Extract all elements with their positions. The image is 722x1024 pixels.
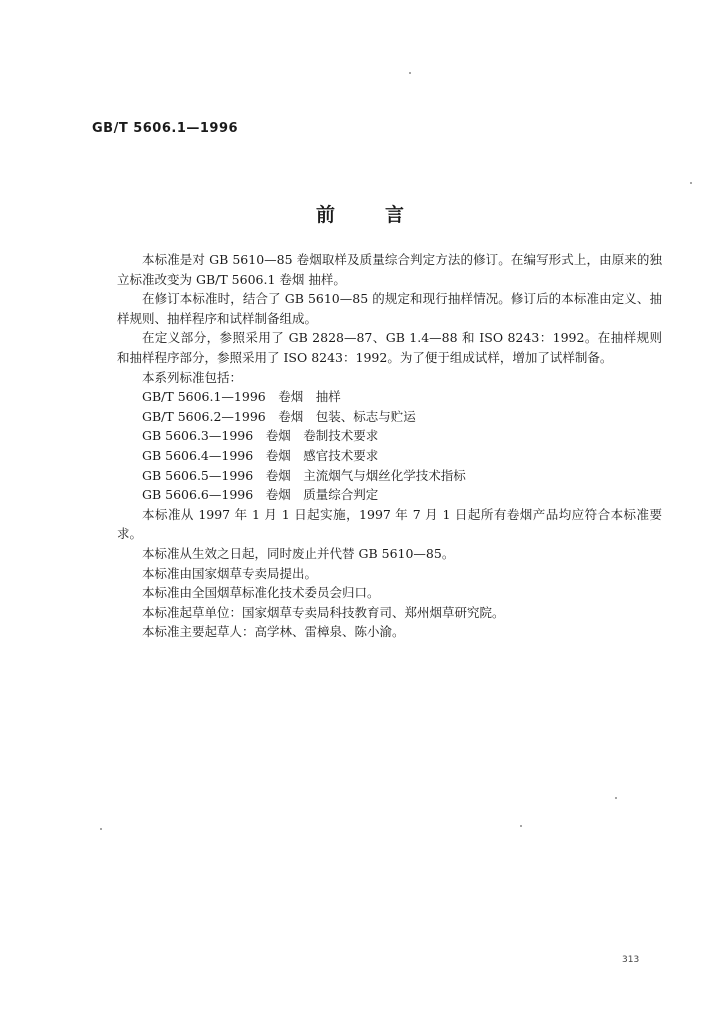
series-list-item: GB 5606.4—1996 卷烟 感官技术要求 (142, 447, 379, 463)
title-char-1: 前 (315, 204, 337, 226)
paragraph: 本标准主要起草人：高学林、雷樟泉、陈小渝。 (142, 624, 405, 640)
scan-speck (100, 828, 102, 830)
paragraph: 本标准由国家烟草专卖局提出。 (142, 565, 318, 581)
paragraph: 本标准是对 GB 5610—85 卷烟取样及质量综合判定方法的修订。在编写形式上，由原来的独立标准改变为 GB/T 5606.1 卷烟 抽样。 (117, 252, 662, 287)
preface-body (117, 250, 662, 642)
series-list-item: GB 5606.3—1996 卷烟 卷制技术要求 (142, 428, 379, 444)
scan-speck (520, 825, 522, 827)
series-list-item: GB 5606.5—1996 卷烟 主流烟气与烟丝化学技术指标 (142, 467, 466, 483)
paragraph: 在定义部分，参照采用了 GB 2828—87、GB 1.4—88 和 ISO 8243：1992。在抽样规则和抽样程序部分，参照采用了 ISO 8243：1992。为了便于组成试样，增加了试样制备。 (117, 330, 662, 365)
title-char-2: 言 (385, 204, 407, 226)
paragraph: 在修订本标准时，结合了 GB 5610—85 的规定和现行抽样情况。修订后的本标准由定义、抽样规则、抽样程序和试样制备组成。 (117, 291, 662, 326)
series-list-item: GB/T 5606.2—1996 卷烟 包装、标志与贮运 (142, 408, 416, 424)
scan-speck (615, 797, 617, 799)
page-number: 313 (622, 955, 640, 965)
scan-speck (690, 182, 692, 184)
page-title (0, 200, 722, 227)
standard-code-header: GB/T 5606.1—1996 (92, 121, 239, 136)
paragraph: 本标准从生效之日起，同时废止并代替 GB 5610—85。 (142, 545, 455, 561)
series-list-item: GB 5606.6—1996 卷烟 质量综合判定 (142, 487, 379, 503)
paragraph: 本标准起草单位：国家烟草专卖局科技教育司、郑州烟草研究院。 (142, 604, 505, 620)
paragraph: 本系列标准包括： (142, 369, 243, 385)
paragraph: 本标准由全国烟草标准化技术委员会归口。 (142, 585, 380, 601)
scan-speck (409, 72, 411, 74)
paragraph: 本标准从 1997 年 1 月 1 日起实施，1997 年 7 月 1 日起所有卷烟产品均应符合本标准要求。 (117, 506, 662, 542)
series-list-item: GB/T 5606.1—1996 卷烟 抽样 (142, 389, 341, 405)
